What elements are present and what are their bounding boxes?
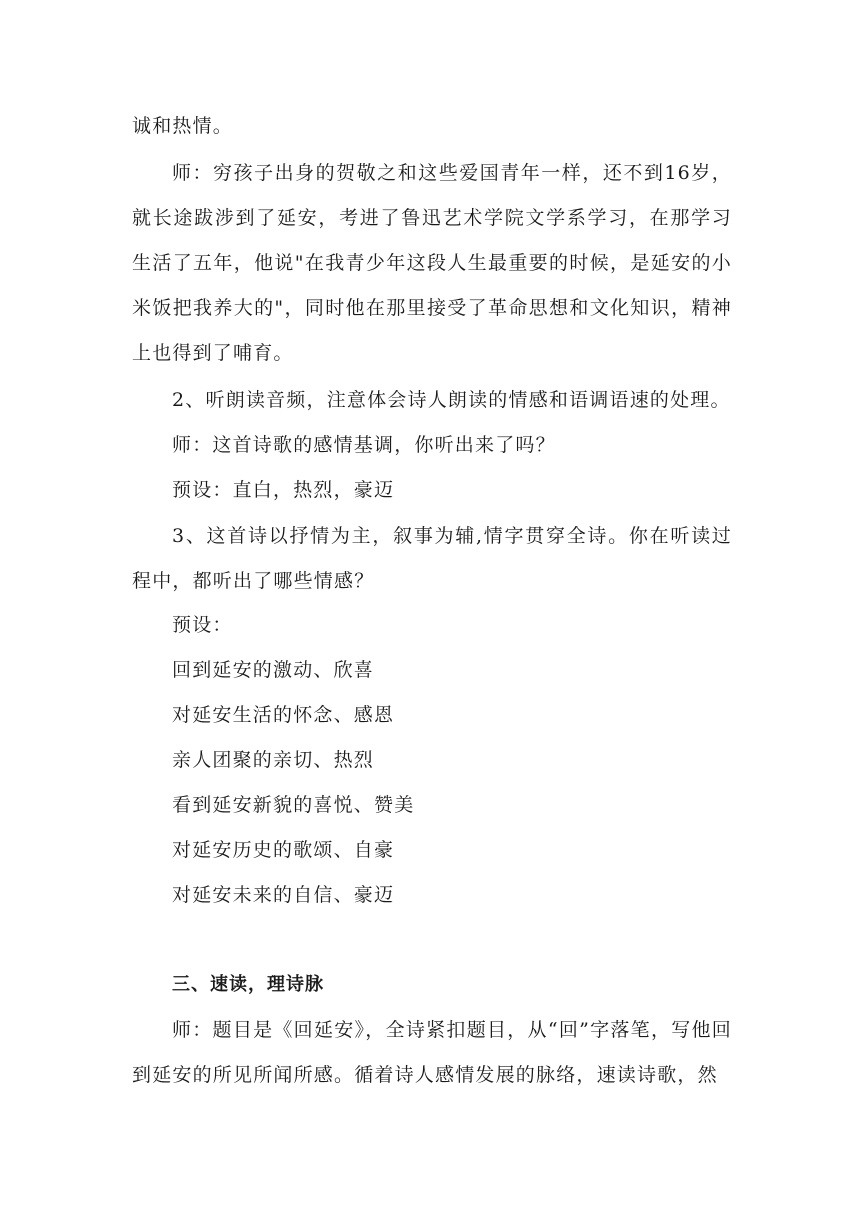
- paragraph-teacher-background: 师：穷孩子出身的贺敬之和这些爱国青年一样，还不到16岁，就长途跋涉到了延安，考进了鲁迅艺术学院文学系学习，在那学习生活了五年，他说"在我青少年这段人生最重要的时候，是延安的小米饭把我养大的"，同时他在那里接受了革命思想和文化知识，精神上也得到了哺育。: [132, 162, 732, 364]
- paragraph-preset-tone: 预设：直白，热烈，豪迈: [172, 479, 395, 501]
- paragraph-closing: 师：题目是《回延安》，全诗紧扣题目，从“回”字落笔，写他回到延安的所见所闻所感。循着诗人感情发展的脉络，速读诗歌，然: [132, 1019, 732, 1086]
- emotion-item: 回到延安的激动、欣喜: [172, 659, 375, 681]
- emotion-item: 对延安未来的自信、豪迈: [172, 884, 395, 906]
- emotion-item: 看到延安新貌的喜悦、赞美: [172, 794, 415, 816]
- emotion-item: 对延安生活的怀念、感恩: [172, 704, 395, 726]
- paragraph-question-emotions: 3、这首诗以抒情为主，叙事为辅,情字贯穿全诗。你在听读过程中，都听出了哪些情感？: [132, 525, 732, 592]
- emotion-item: 对延安历史的歌颂、自豪: [172, 839, 395, 861]
- paragraph-continuation: 诚和热情。: [132, 115, 234, 137]
- paragraph-preset-label: 预设：: [172, 614, 233, 636]
- section-heading: 三、速读，理诗脉: [172, 974, 324, 995]
- paragraph-listen-audio: 2、听朗读音频，注意体会诗人朗读的情感和语调语速的处理。: [172, 389, 731, 411]
- emotion-item: 亲人团聚的亲切、热烈: [172, 749, 375, 771]
- paragraph-teacher-question: 师：这首诗歌的感情基调，你听出来了吗？: [172, 434, 556, 456]
